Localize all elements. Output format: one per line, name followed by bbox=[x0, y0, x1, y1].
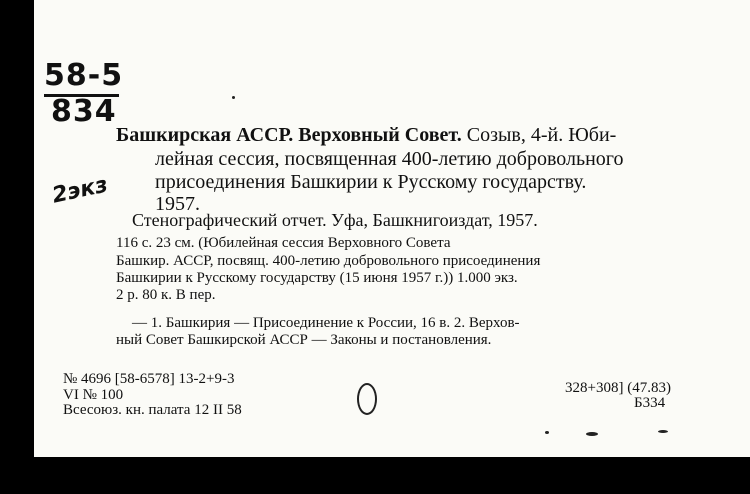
scan-speck bbox=[658, 430, 668, 433]
card-line: присоединения Башкирии к Русскому государству. bbox=[155, 171, 587, 193]
card-heading-rest: Созыв, 4-й. Юби- bbox=[461, 124, 617, 146]
card-number: № 4696 [58-6578] 13-2+9-3 bbox=[63, 371, 235, 387]
card-line: Башкирии к Русскому государству (15 июня 1957 г.)) 1.000 экз. bbox=[116, 270, 518, 286]
punch-hole-mark bbox=[357, 383, 377, 415]
scan-speck bbox=[586, 432, 598, 436]
shelfmark-top: 58-5 bbox=[44, 58, 124, 93]
card-right-id: Б334 bbox=[634, 395, 666, 411]
card-series: VI № 100 bbox=[63, 387, 124, 403]
copies-note: 2экз bbox=[50, 172, 111, 209]
shelfmark-bottom: 834 bbox=[51, 94, 117, 129]
card-line: Стенографический отчет. Уфа, Башкнигоиздат, 1957. bbox=[132, 210, 538, 230]
scan-speck bbox=[545, 431, 549, 434]
card-heading-author: Башкирская АССР. Верховный Совет. bbox=[116, 124, 462, 146]
subject-line: — 1. Башкирия — Присоединение к России, 16 в. 2. Верхов- bbox=[132, 315, 520, 331]
card-publisher: Всесоюз. кн. палата 12 II 58 bbox=[63, 402, 242, 418]
card-right-code: 328+308] (47.83) bbox=[565, 380, 671, 396]
card-line: лейная сессия, посвященная 400-летию добровольного bbox=[155, 148, 624, 170]
card-heading bbox=[116, 124, 616, 147]
scan-border bbox=[0, 457, 750, 494]
card-line: 1957. bbox=[155, 193, 200, 215]
card-line: Башкир. АССР, посвящ. 400-летию добровольного присоединения bbox=[116, 253, 541, 269]
subject-line: ный Совет Башкирской АССР — Законы и постановления. bbox=[116, 332, 492, 348]
scan-speck bbox=[232, 96, 235, 99]
card-line: 2 р. 80 к. В пер. bbox=[116, 287, 216, 303]
card-line: 116 с. 23 см. (Юбилейная сессия Верховного Совета bbox=[116, 235, 451, 251]
